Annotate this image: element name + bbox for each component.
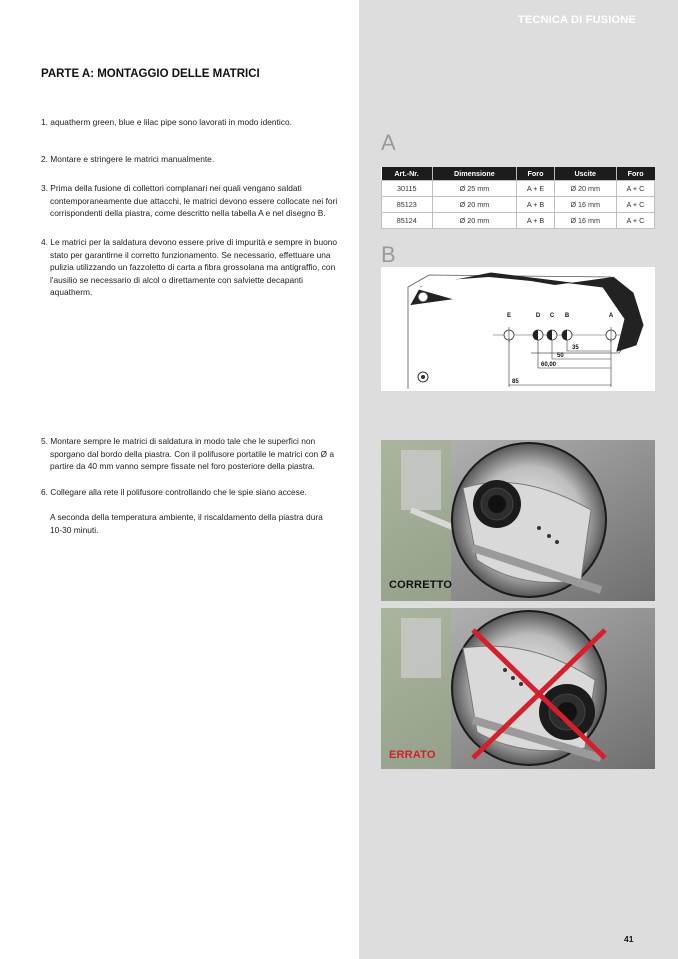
point-label-c: C [549, 313, 555, 319]
photo-correct-illustration [381, 440, 655, 601]
col-header: Art.-Nr. [382, 167, 433, 181]
table-cell: 85123 [382, 197, 433, 213]
point-label-b: B [564, 313, 570, 319]
mount-hole-top [418, 292, 428, 302]
photo-wrong-illustration [381, 608, 655, 769]
table-cell: Ø 20 mm [432, 197, 517, 213]
step-5: 5. Montare sempre le matrici di saldatura in modo tale che le superfici non sporgano dal bordo della piastra. Con il polifusore portatile le matrici con Ø a partire da 40 mm vanno sempre fissate nel foro posteriore della piastra. [41, 436, 334, 472]
mount-hole-center [421, 375, 425, 379]
table-cell: A + E [517, 181, 554, 197]
step-2: 2. Montare e stringere le matrici manualmente. [41, 154, 215, 164]
label-a: A [381, 130, 396, 155]
photo-label-wrong: ERRATO [389, 749, 436, 761]
table-cell: A + C [616, 181, 654, 197]
point-label-e: E [506, 313, 512, 319]
col-header: Foro [517, 167, 554, 181]
table-cell: 85124 [382, 213, 433, 229]
table-cell: Ø 16 mm [554, 197, 616, 213]
step-6-note: A seconda della temperatura ambiente, il riscaldamento della piastra dura 10-30 minuti. [50, 512, 323, 535]
hole-d [533, 330, 543, 340]
table-cell: A + C [616, 197, 654, 213]
table-row [382, 213, 655, 229]
table-row [382, 197, 655, 213]
col-header: Uscite [554, 167, 616, 181]
hole-b [562, 330, 572, 340]
table-cell: Ø 20 mm [432, 213, 517, 229]
section-header: TECNICA DI FUSIONE [517, 14, 636, 26]
dim-85: 85 [512, 379, 519, 385]
table-row [382, 181, 655, 197]
step-1: 1. aquatherm green, blue e lilac pipe sono lavorati in modo identico. [41, 117, 292, 127]
spec-table [381, 167, 655, 229]
step-6: 6. Collegare alla rete il polifusore controllando che le spie siano accese. [41, 487, 307, 497]
hole-c [547, 330, 557, 340]
col-header: Foro [616, 167, 654, 181]
photo-label-correct: CORRETTO [389, 579, 453, 591]
label-b: B [381, 242, 396, 267]
photo-wrong [381, 608, 655, 769]
dim-35: 35 [572, 345, 579, 351]
step-3: 3. Prima della fusione di collettori complanari nei quali vengano saldati contemporaneamente due attacchi, le matrici devono essere collocate nei fori corrispondenti della piastra, come descritto nella tabella A e nel disegno B. [41, 183, 338, 219]
table-header-row [382, 167, 655, 181]
dim-50: 50 [557, 353, 564, 359]
table-cell: 30115 [382, 181, 433, 197]
page-title: PARTE A: MONTAGGIO DELLE MATRICI [41, 68, 260, 80]
point-label-a: A [608, 313, 614, 319]
table-cell: Ø 16 mm [554, 213, 616, 229]
photo-correct [381, 440, 655, 601]
col-header: Dimensione [432, 167, 517, 181]
table-cell: Ø 20 mm [554, 181, 616, 197]
dim-60: 60,00 [541, 362, 557, 368]
step-4: 4. Le matrici per la saldatura devono essere prive di impurità e sempre in buono stato per garantirne il corretto funzionamento. Se necessario, effettuare una pulizia utilizzando un fazzoletto di carta a fibra grossolana ma antigraffio, con l'ausilio se necessario di alcol o direttamente con salviette decapanti aquatherm. [41, 237, 338, 298]
table-cell: Ø 25 mm [432, 181, 517, 197]
table-cell: A + B [517, 197, 554, 213]
page-number: 41 [624, 934, 634, 944]
table-cell: A + C [616, 213, 654, 229]
plate-diagram [381, 267, 655, 391]
table-cell: A + B [517, 213, 554, 229]
point-label-d: D [535, 313, 541, 319]
